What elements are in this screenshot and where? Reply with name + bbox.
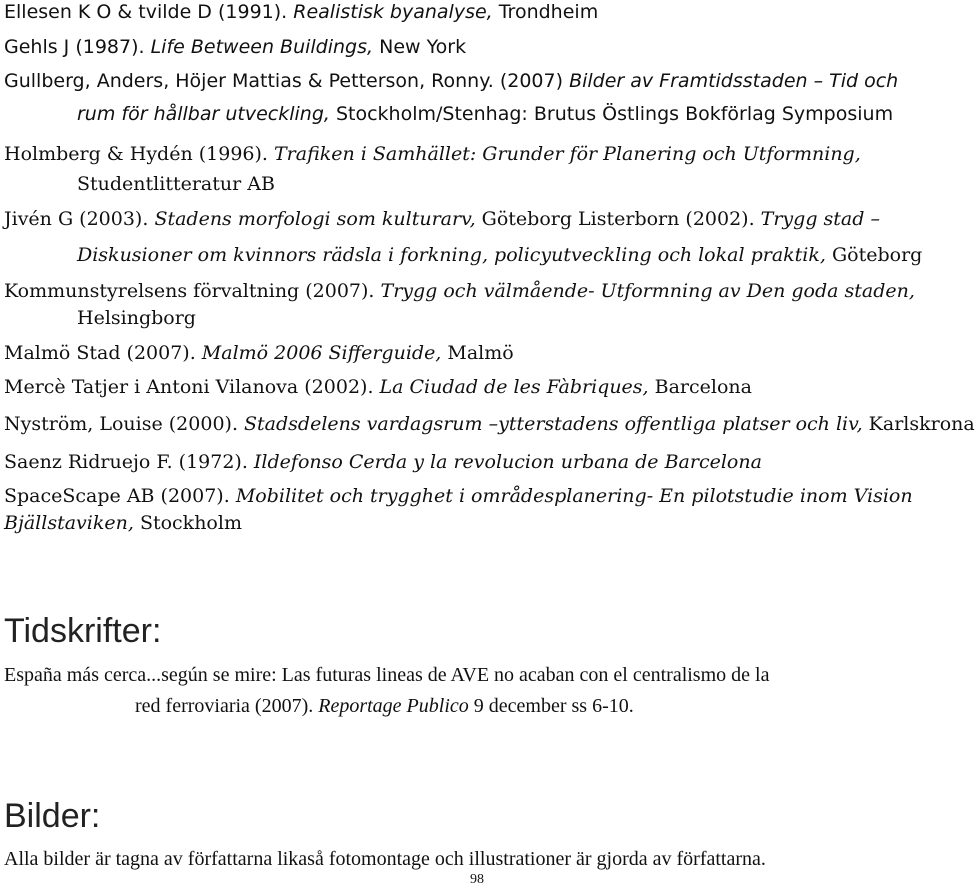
reference-jiven-line1: Jivén G (2003). Stadens morfologi som kulturarv, Göteborg Listerborn (2002). Trygg stad – — [4, 208, 880, 230]
reference-holmberg-line1: Holmberg & Hydén (1996). Trafiken i Samhället: Grunder för Planering och Utformning, — [4, 143, 861, 165]
tidskrifter-entry-line1: España más cerca...según se mire: Las futuras lineas de AVE no acaban con el centralismo de la — [4, 664, 770, 686]
reference-malmo: Malmö Stad (2007). Malmö 2006 Sifferguide, Malmö — [4, 342, 514, 364]
reference-saenz: Saenz Ridruejo F. (1972). Ildefonso Cerda y la revolucion urbana de Barcelona — [4, 451, 762, 473]
reference-jiven-line2: Diskusioner om kvinnors rädsla i forkning, policyutveckling och lokal praktik, Göteborg — [77, 244, 923, 266]
tidskrifter-heading: Tidskrifter: — [4, 612, 162, 650]
reference-kommunstyrelsen-line2: Helsingborg — [77, 307, 196, 329]
reference-spacescape-line1: SpaceScape AB (2007). Mobilitet och trygghet i områdesplanering- En pilotstudie inom Vision — [4, 485, 913, 507]
reference-ellesen: Ellesen K O & tvilde D (1991). Realistisk byanalyse, Trondheim — [4, 1, 599, 23]
reference-spacescape-line2: Bjällstaviken, Stockholm — [4, 512, 242, 534]
reference-gehls: Gehls J (1987). Life Between Buildings, New York — [4, 36, 467, 58]
reference-nystrom: Nyström, Louise (2000). Stadsdelens vardagsrum –ytterstadens offentliga platser och liv, Karlskrona — [4, 413, 975, 435]
reference-tatjer: Mercè Tatjer i Antoni Vilanova (2002). La Ciudad de les Fàbriques, Barcelona — [4, 376, 752, 398]
bilder-heading: Bilder: — [4, 797, 101, 835]
bilder-text: Alla bilder är tagna av författarna likaså fotomontage och illustrationer är gjorda av författarna. — [4, 848, 766, 870]
reference-kommunstyrelsen-line1: Kommunstyrelsens förvaltning (2007). Trygg och välmående- Utformning av Den goda staden, — [4, 280, 915, 302]
page-number: 98 — [470, 872, 484, 887]
reference-gullberg-line2: rum för hållbar utveckling, Stockholm/Stenhag: Brutus Östlings Bokförlag Symposium — [77, 103, 894, 125]
reference-holmberg-line2: Studentlitteratur AB — [77, 173, 275, 195]
reference-gullberg-line1: Gullberg, Anders, Höjer Mattias & Petterson, Ronny. (2007) Bilder av Framtidsstaden – Tid och — [4, 70, 899, 92]
tidskrifter-entry-line2: red ferroviaria (2007). Reportage Publico 9 december ss 6-10. — [135, 695, 634, 717]
